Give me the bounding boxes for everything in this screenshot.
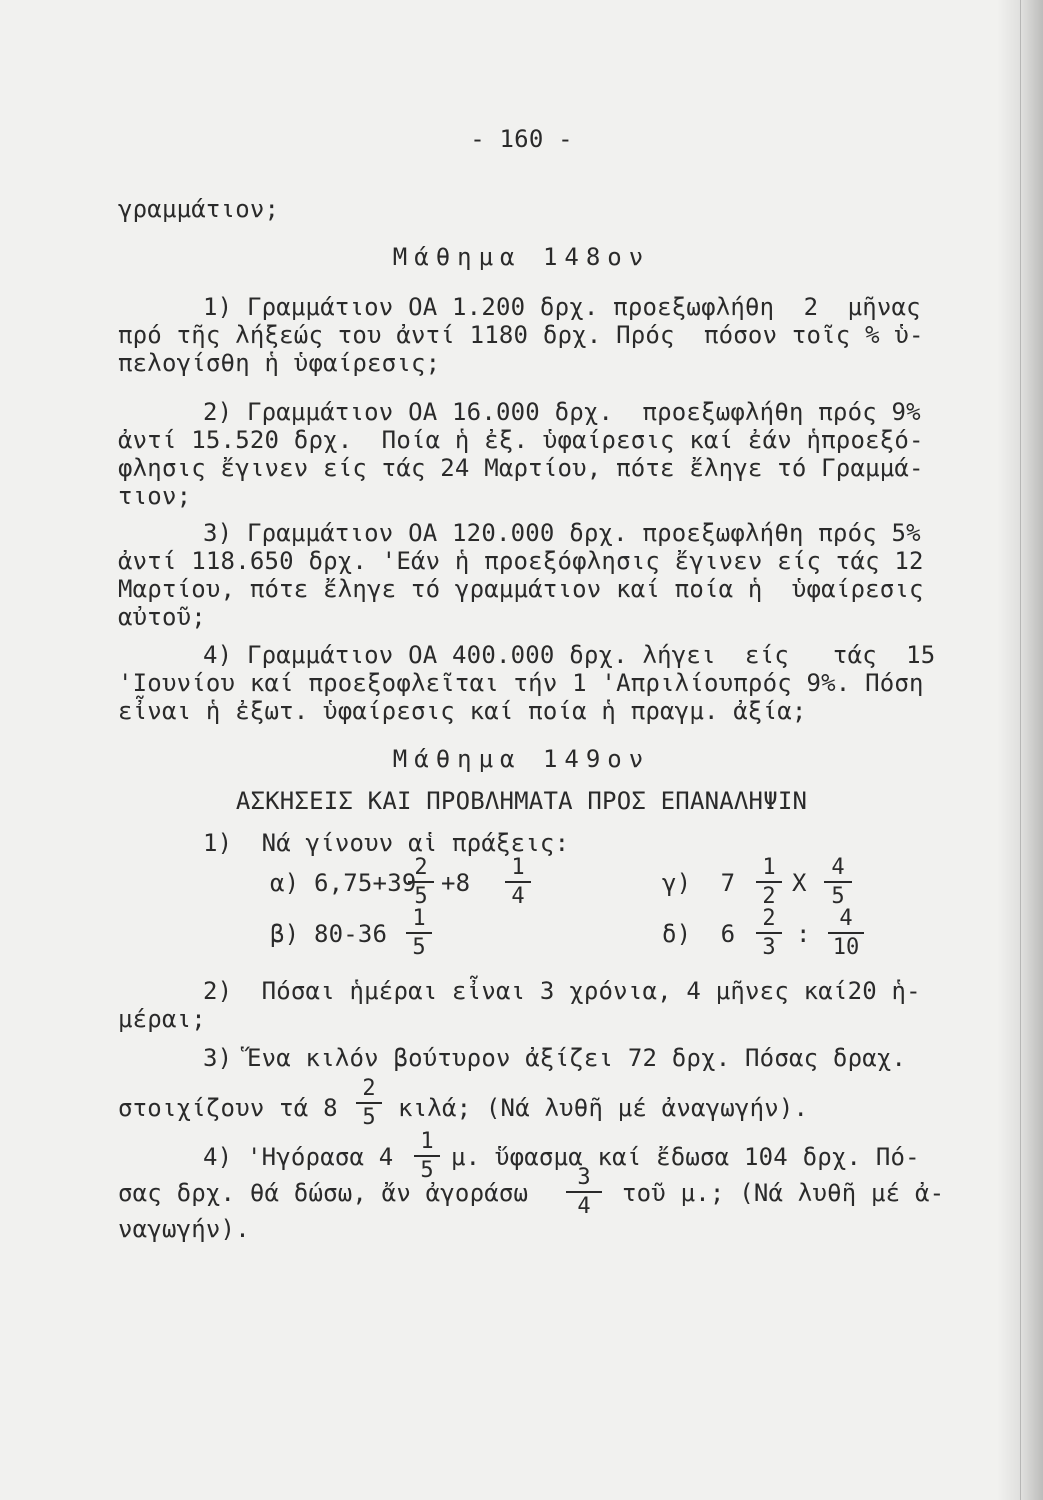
exercise-1a-fraction-2 [505,856,531,909]
fraction-numerator: 1 [420,1129,434,1154]
exercise-4-line-2a: σας δρχ. θά δώσω, ἄν ἀγοράσω [118,1179,529,1207]
fraction-numerator: 4 [839,906,853,931]
exercise-1d-text: δ) 6 [662,920,736,948]
fraction-bar [414,1155,440,1157]
problem-4-line-1: 4) Γραμμάτιον ΟΑ 400.000 δρχ. λήγει είς τάς 15 [203,641,936,669]
exercise-1b-text: β) 80-36 [270,920,388,948]
fraction-numerator: 1 [762,855,776,880]
exercise-4-fraction-1 [414,1130,440,1183]
exercise-1d-divide: : [796,920,811,948]
problem-2-line-2: ἀντί 15.520 δρχ. Ποία ἡ ἐξ. ὑφαίρεσις καί ἐάν ἡπροεξό- [118,426,924,454]
fraction-numerator: 4 [831,855,845,880]
exercise-3-line-1: 3) Ἕνα κιλόν βούτυρον ἀξίζει 72 δρχ. Πόσας δραχ. [203,1044,907,1072]
fraction-numerator: 2 [762,906,776,931]
fraction-denominator: 4 [577,1194,591,1219]
exercise-1g-times: X [792,869,807,897]
problem-3-line-2: ἀντί 118.650 δρχ. 'Εάν ἡ προεξόφλησις ἔγινεν είς τάς 12 [118,547,924,575]
fraction-bar [356,1102,382,1104]
problem-3-line-1: 3) Γραμμάτιον ΟΑ 120.000 δρχ. προεξωφλήθη πρός 5% [203,519,921,547]
problem-3-line-4: αὐτοῦ; [118,603,206,631]
fraction-bar [505,881,531,883]
exercise-4-line-2b: τοῦ μ.; (Νά λυθῆ μέ ἀ- [622,1179,945,1207]
fraction-bar [756,932,782,934]
problem-1-line-3: πελογίσθη ἡ ὑφαίρεσις; [118,349,441,377]
exercise-1d-fraction-1 [756,907,782,960]
problem-4-line-2: 'Ιουνίου καί προεξοφλεῖται τήν 1 'Απριλίουπρός 9%. Πόση [118,669,924,697]
section-heading: ΑΣΚΗΣΕΙΣ ΚΑΙ ΠΡΟΒΛΗΜΑΤΑ ΠΡΟΣ ΕΠΑΝΑΛΗΨΙΝ [235,787,808,815]
exercise-1g-text: γ) 7 [662,869,736,897]
fraction-bar [566,1191,602,1193]
exercise-2-line-1: 2) Πόσαι ἡμέραι εἶναι 3 χρόνια, 4 μῆνες καί20 ἡ- [203,977,921,1005]
fraction-bar [406,932,432,934]
exercise-2-line-2: μέραι; [118,1005,206,1033]
exercise-1d-fraction-2 [828,907,864,960]
exercise-1b-fraction-1 [406,907,432,960]
exercise-4-line-1b: μ. ὕφασμα καί ἔδωσα 104 δρχ. Πό- [451,1143,920,1171]
exercise-4-line-3: ναγωγήν). [118,1215,250,1243]
fraction-denominator: 2 [762,884,776,909]
fraction-bar [756,881,782,883]
exercise-1g-fraction-1 [756,856,782,909]
exercise-1a-text: α) 6,75+39 [270,869,417,897]
fraction-denominator: 5 [362,1105,376,1130]
fraction-denominator: 5 [412,935,426,960]
exercise-4-fraction-2 [566,1166,602,1219]
fraction-bar [408,881,434,883]
problem-1-line-2: πρό τῆς λήξεώς του ἀντί 1180 δρχ. Πρός πόσον τοῖς % ὑ- [118,321,924,349]
exercise-1g-fraction-2 [824,856,852,909]
carry-over-text: γραμμάτιον; [118,195,280,223]
exercise-1a-fraction-1 [408,856,434,909]
problem-2-line-3: φλησις ἔγινεν είς τάς 24 Μαρτίου, πότε ἔληγε τό Γραμμά- [118,454,924,482]
exercise-3-line-2a: στοιχίζουν τά 8 [118,1094,338,1122]
fraction-bar [828,932,864,934]
page-number: - 160 - [470,125,573,153]
fraction-numerator: 1 [412,906,426,931]
fraction-denominator: 10 [832,935,860,960]
fraction-bar [824,881,852,883]
problem-4-line-3: εἶναι ἡ ἐξωτ. ὑφαίρεσις καί ποία ἡ πραγμ. ἀξία; [118,697,807,725]
fraction-denominator: 5 [831,884,845,909]
fraction-denominator: 5 [414,884,428,909]
lesson-148-title: Μάθημα 148ον [392,243,651,271]
exercise-1-intro: 1) Νά γίνουν αἱ πράξεις: [203,829,570,857]
problem-1-line-1: 1) Γραμμάτιον ΟΑ 1.200 δρχ. προεξωφλήθη 2 μῆνας [203,293,921,321]
problem-3-line-3: Μαρτίου, πότε ἔληγε τό γραμμάτιον καί ποία ἡ ὑφαίρεσις [118,575,924,603]
exercise-3-fraction [356,1077,382,1130]
exercise-3-line-2b: κιλά; (Νά λυθῆ μέ ἀναγωγήν). [398,1094,809,1122]
lesson-149-title: Μάθημα 149ον [392,745,651,773]
fraction-numerator: 2 [414,855,428,880]
problem-2-line-4: τιον; [118,482,192,510]
fraction-numerator: 1 [511,855,525,880]
exercise-4-line-1a: 4) 'Ηγόρασα 4 [203,1143,394,1171]
exercise-1a-plus: +8 [441,869,471,897]
problem-2-line-1: 2) Γραμμάτιον ΟΑ 16.000 δρχ. προεξωφλήθη πρός 9% [203,398,921,426]
fraction-denominator: 3 [762,935,776,960]
fraction-denominator: 4 [511,884,525,909]
fraction-numerator: 3 [577,1165,591,1190]
fraction-numerator: 2 [362,1076,376,1101]
fraction-denominator: 5 [420,1158,434,1183]
